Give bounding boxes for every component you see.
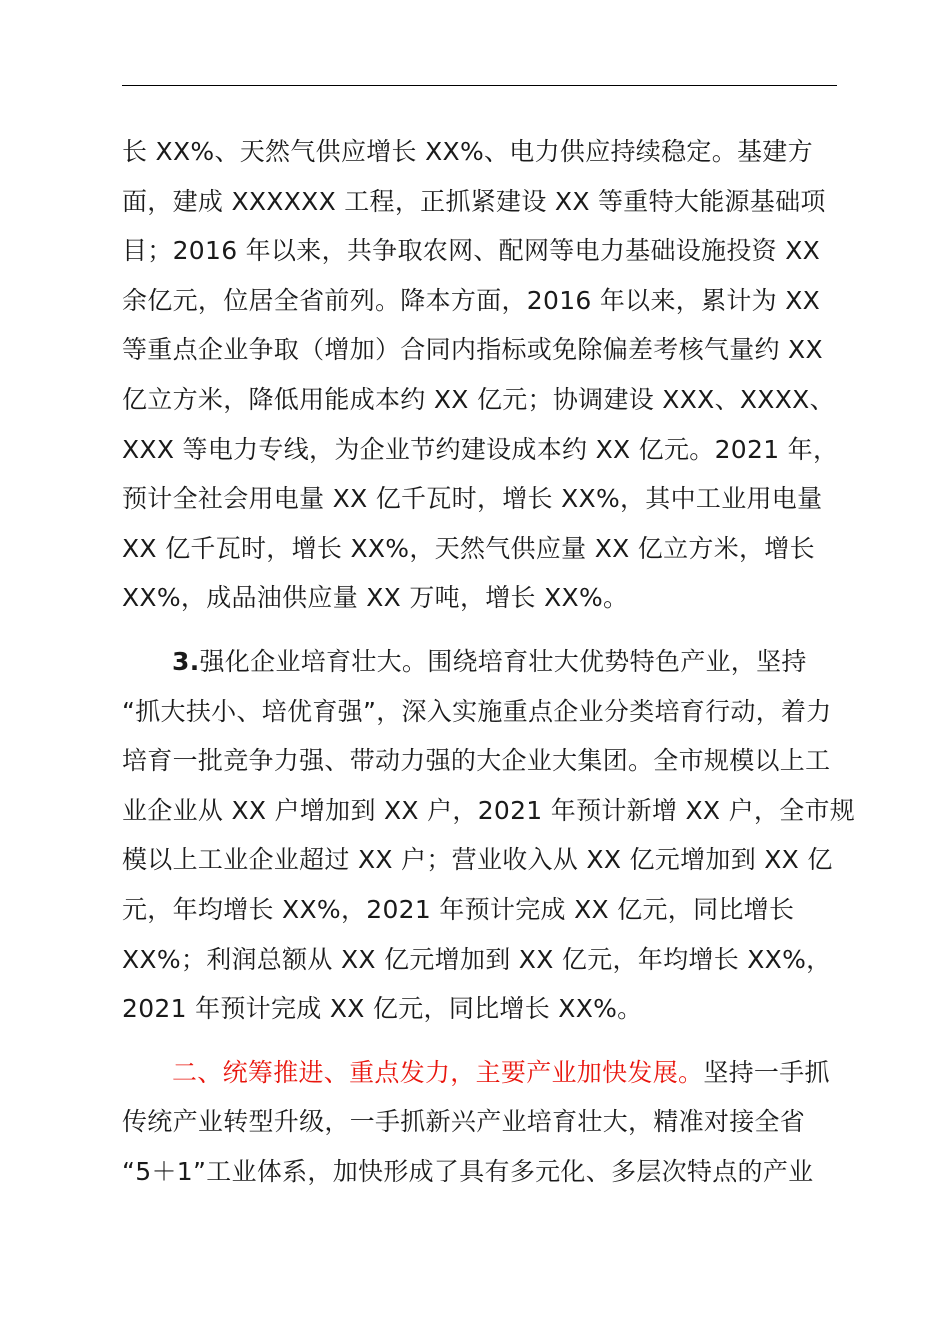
text-line: 目；2016 年以来，共争取农网、配网等电力基础设施投资 XX xyxy=(122,236,821,266)
header-divider xyxy=(122,85,837,86)
text-run: 围绕培育壮大优势特色产业，坚持 xyxy=(427,646,807,676)
paragraph-energy-supply xyxy=(122,127,837,623)
text-line: 面，建成 XXXXXX 工程，正抓紧建设 XX 等重特大能源基础项 xyxy=(122,186,826,216)
paragraph-enterprise-cultivation xyxy=(122,637,856,1034)
text-line: “抓大扶小、培优育强”，深入实施重点企业分类培育行动，着力 xyxy=(122,696,832,726)
text-line: 2021 年预计完成 XX 亿元，同比增长 XX%。 xyxy=(122,994,643,1024)
text-line: 预计全社会用电量 XX 亿千瓦时，增长 XX%，其中工业用电量 xyxy=(122,484,823,514)
text-line: 传统产业转型升级，一手抓新兴产业培育壮大，精准对接全省 xyxy=(122,1107,806,1137)
document-body xyxy=(122,127,856,1196)
paragraph-industry-development xyxy=(122,1048,837,1197)
text-line: XXX 等电力专线，为企业节约建设成本约 XX 亿元。2021 年， xyxy=(122,434,839,464)
section-heading: 强化企业培育壮大。 xyxy=(199,646,428,676)
text-line: 模以上工业企业超过 XX 户；营业收入从 XX 亿元增加到 XX 亿 xyxy=(122,845,833,875)
text-line: 亿立方米，降低用能成本约 XX 亿元；协调建设 XXX、XXXX、 xyxy=(122,384,835,414)
text-line: 等重点企业争取（增加）合同内指标或免除偏差考核气量约 XX xyxy=(122,335,823,365)
text-line: 元，年均增长 XX%，2021 年预计完成 XX 亿元，同比增长 xyxy=(122,894,795,924)
text-line: XX 亿千瓦时，增长 XX%，天然气供应量 XX 亿立方米，增长 xyxy=(122,533,815,563)
text-line: 培育一批竞争力强、带动力强的大企业大集团。全市规模以上工 xyxy=(122,746,831,776)
text-line xyxy=(122,1048,837,1098)
text-line: 业企业从 XX 户增加到 XX 户，2021 年预计新增 XX 户，全市规 xyxy=(122,795,856,825)
text-line xyxy=(122,637,837,687)
section-number: 3. xyxy=(172,646,200,676)
text-line: XX%，成品油供应量 XX 万吨，增长 XX%。 xyxy=(122,583,629,613)
text-line: 余亿元，位居全省前列。降本方面，2016 年以来，累计为 XX xyxy=(122,285,821,315)
text-line: “5＋1”工业体系，加快形成了具有多元化、多层次特点的产业 xyxy=(122,1156,814,1186)
section-heading-red: 二、统筹推进、重点发力，主要产业加快发展。 xyxy=(172,1057,704,1087)
text-run: 坚持一手抓 xyxy=(703,1057,830,1087)
text-line: XX%；利润总额从 XX 亿元增加到 XX 亿元，年均增长 XX%， xyxy=(122,944,832,974)
text-line: 长 XX%、天然气供应增长 XX%、电力供应持续稳定。基建方 xyxy=(122,137,813,166)
